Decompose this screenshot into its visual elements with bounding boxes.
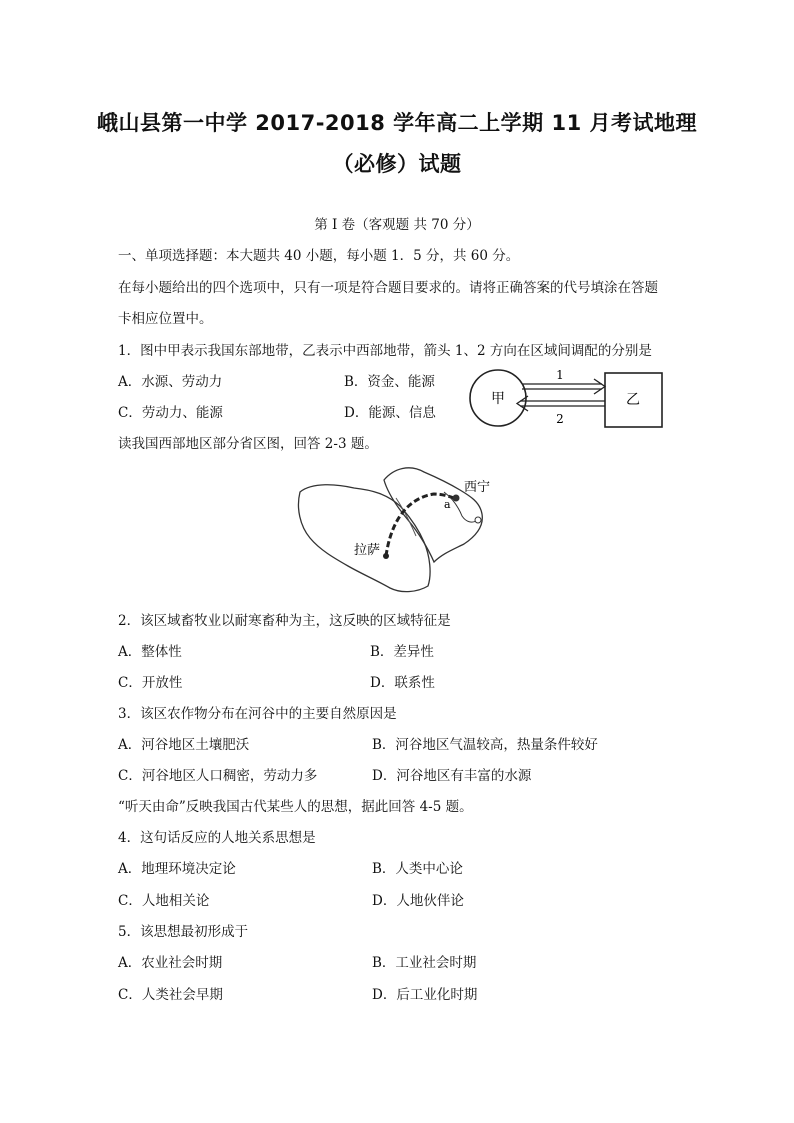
point-a-label: a	[444, 498, 451, 511]
page-subtitle: （必修）试题	[332, 152, 462, 176]
western-region-map	[292, 462, 502, 602]
q5-option-d: D．后工业化时期	[372, 987, 478, 1003]
quote-intro: “听天由命”反映我国古代某些人的思想，据此回答 4-5 题。	[118, 799, 473, 815]
q1-stem: 1．图中甲表示我国东部地带，乙表示中西部地带，箭头 1、2 方向在区域间调配的分别是	[118, 343, 652, 359]
instruction-line-3: 卡相应位置中。	[118, 311, 213, 327]
q2-stem: 2．该区域畜牧业以耐寒畜种为主，这反映的区域特征是	[118, 613, 451, 629]
instruction-line-2: 在每小题给出的四个选项中，只有一项是符合题目要求的。请将正确答案的代号填涂在答题	[118, 280, 658, 296]
city-dot	[475, 517, 481, 523]
q4-option-a: A．地理环境决定论	[118, 861, 236, 877]
q5-stem: 5．该思想最初形成于	[118, 924, 249, 940]
q2-option-b: B．差异性	[370, 644, 434, 660]
q4-option-d: D．人地伙伴论	[372, 893, 464, 909]
q5-option-a: A．农业社会时期	[118, 955, 223, 971]
q5-option-b: B．工业社会时期	[372, 955, 477, 971]
section-title: 第 I 卷（客观题 共 70 分）	[314, 217, 480, 233]
page-title: 峨山县第一中学 2017-2018 学年高二上学期 11 月考试地理	[96, 111, 698, 135]
yi-label: 乙	[626, 392, 640, 408]
q3-option-c: C．河谷地区人口稠密，劳动力多	[118, 768, 318, 784]
instruction-line-1: 一、单项选择题：本大题共 40 小题，每小题 1．5 分，共 60 分。	[118, 248, 520, 264]
q1-option-c: C．劳动力、能源	[118, 405, 223, 421]
q1-option-a: A．水源、劳动力	[118, 374, 223, 390]
tibet-outline	[298, 485, 430, 592]
q2-option-c: C．开放性	[118, 675, 183, 691]
arrow-1-label: 1	[556, 368, 564, 382]
q4-option-b: B．人类中心论	[372, 861, 463, 877]
q5-option-c: C．人类社会早期	[118, 987, 223, 1003]
jia-label: 甲	[491, 391, 505, 407]
arrow-2-label: 2	[556, 412, 564, 426]
q1-option-d: D．能源、信息	[344, 405, 436, 421]
q4-stem: 4．这句话反应的人地关系思想是	[118, 830, 316, 846]
q3-option-b: B．河谷地区气温较高，热量条件较好	[372, 737, 598, 753]
arrow-right-icon	[594, 379, 605, 394]
q4-option-c: C．人地相关论	[118, 893, 210, 909]
q3-option-d: D．河谷地区有丰富的水源	[372, 768, 532, 784]
q2-option-d: D．联系性	[370, 675, 435, 691]
q3-stem: 3．该区农作物分布在河谷中的主要自然原因是	[118, 706, 397, 722]
regions-flow-diagram	[460, 362, 670, 434]
q1-option-b: B．资金、能源	[344, 374, 435, 390]
q2-option-a: A．整体性	[118, 644, 182, 660]
xining-label: 西宁	[464, 480, 491, 495]
lasa-dot	[383, 553, 389, 559]
q3-option-a: A．河谷地区土壤肥沃	[118, 737, 250, 753]
lasa-label: 拉萨	[354, 543, 381, 558]
xining-dot	[453, 495, 460, 502]
map-intro: 读我国西部地区部分省区图，回答 2-3 题。	[118, 436, 378, 452]
